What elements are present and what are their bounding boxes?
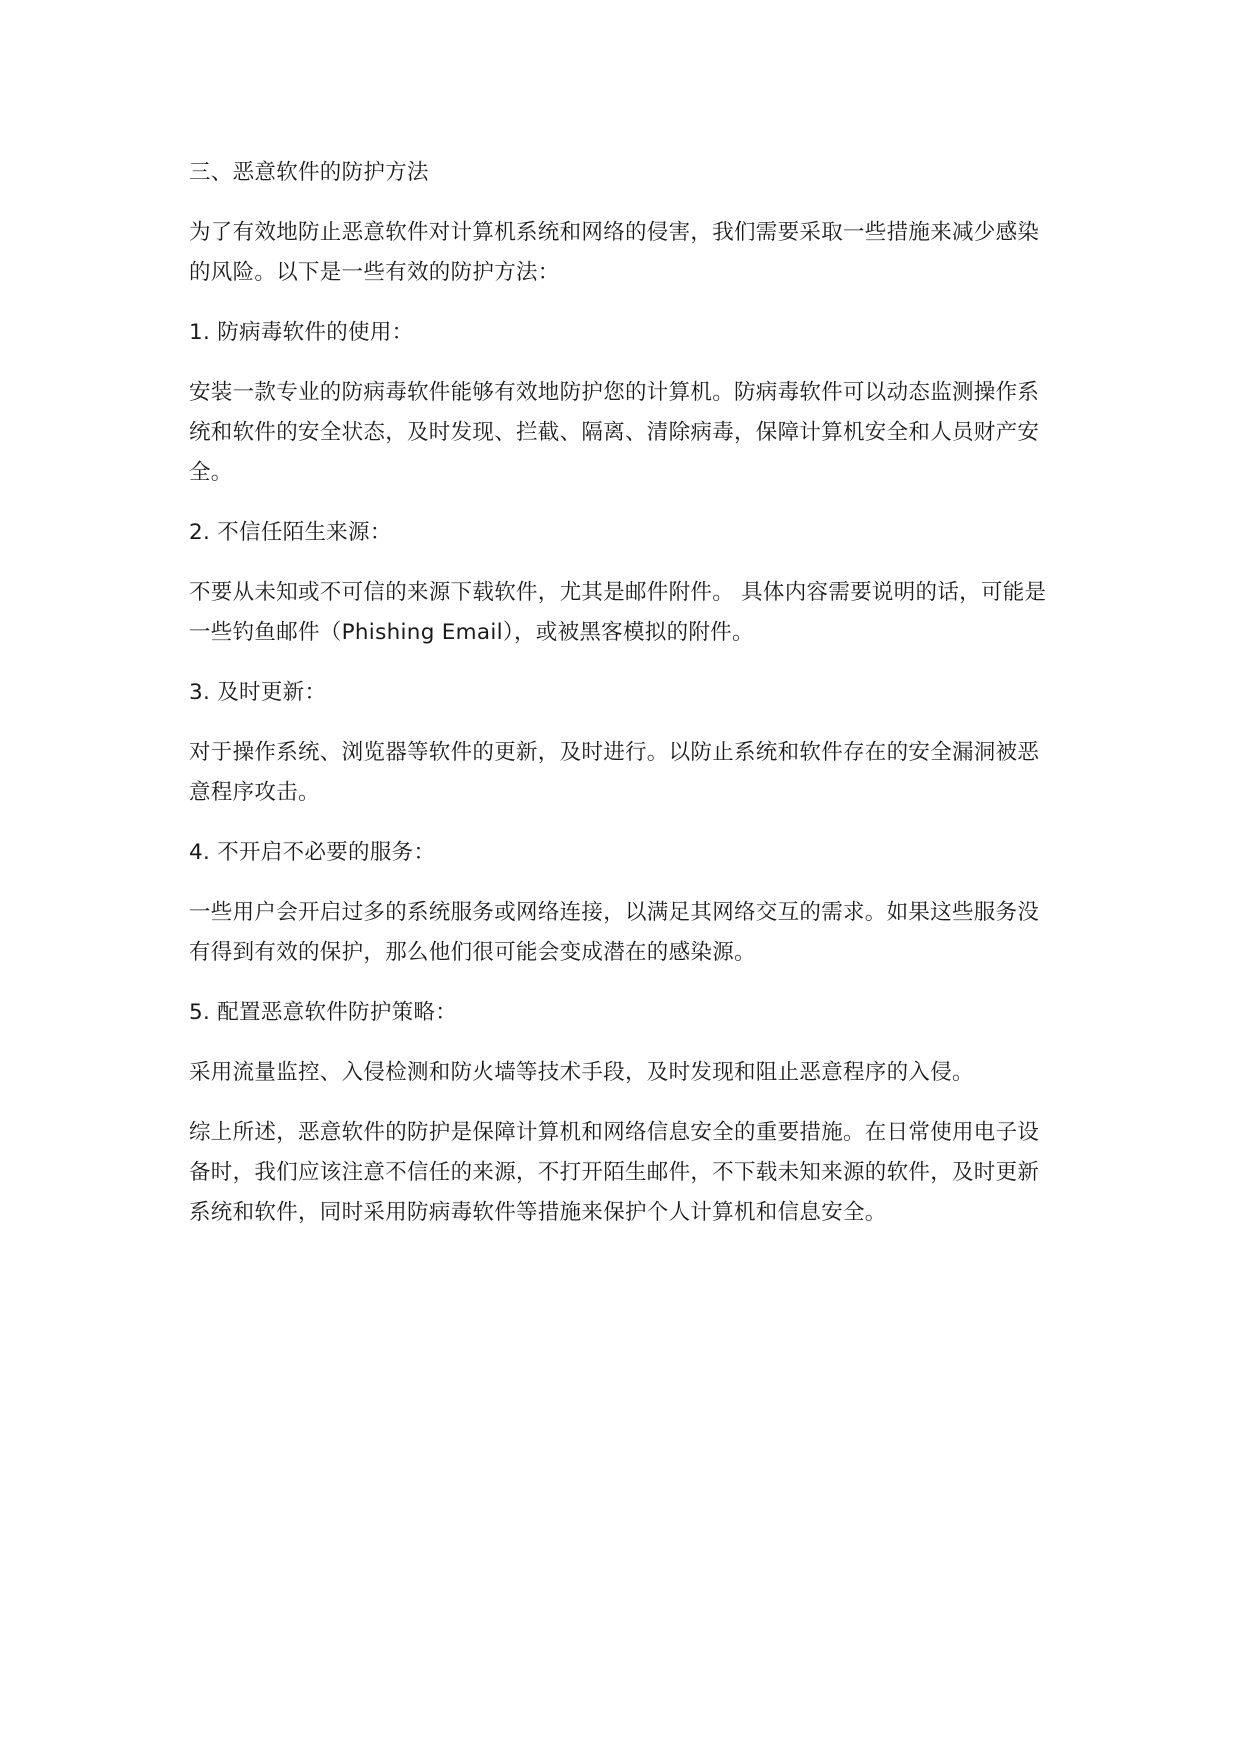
item-1-body: 安装一款专业的防病毒软件能够有效地防护您的计算机。防病毒软件可以动态监测操作系统和软件的安全状态，及时发现、拦截、隔离、清除病毒，保障计算机安全和人员财产安全。: [189, 380, 1040, 485]
item-3-body: 对于操作系统、浏览器等软件的更新，及时进行。以防止系统和软件存在的安全漏洞被恶意程序攻击。: [189, 740, 1040, 805]
item-5-body: 采用流量监控、入侵检测和防火墙等技术手段，及时发现和阻止恶意程序的入侵。: [189, 1060, 974, 1085]
item-5-heading: 5. 配置恶意软件防护策略：: [189, 1000, 458, 1025]
document-body: [189, 153, 1049, 1253]
item-1-heading: 1. 防病毒软件的使用：: [189, 320, 414, 345]
conclusion-paragraph: 综上所述，恶意软件的防护是保障计算机和网络信息安全的重要措施。在日常使用电子设备时，我们应该注意不信任的来源，不打开陌生邮件，不下载未知来源的软件，及时更新系统和软件，同时采用防病毒软件等措施来保护个人计算机和信息安全。: [189, 1120, 1040, 1225]
item-2-heading: 2. 不信任陌生来源：: [189, 520, 392, 545]
intro-paragraph: 为了有效地防止恶意软件对计算机系统和网络的侵害，我们需要采取一些措施来减少感染的风险。以下是一些有效的防护方法：: [189, 220, 1040, 285]
item-4-heading: 4. 不开启不必要的服务：: [189, 840, 436, 865]
item-4-body: 一些用户会开启过多的系统服务或网络连接，以满足其网络交互的需求。如果这些服务没有得到有效的保护，那么他们很可能会变成潜在的感染源。: [189, 900, 1040, 965]
item-3-heading: 3. 及时更新：: [189, 680, 327, 705]
section-title: 三、恶意软件的防护方法: [189, 160, 429, 185]
item-2-body: 不要从未知或不可信的来源下载软件，尤其是邮件附件。 具体内容需要说明的话，可能是一些钓鱼邮件（Phishing Email），或被黑客模拟的附件。: [189, 580, 1047, 645]
